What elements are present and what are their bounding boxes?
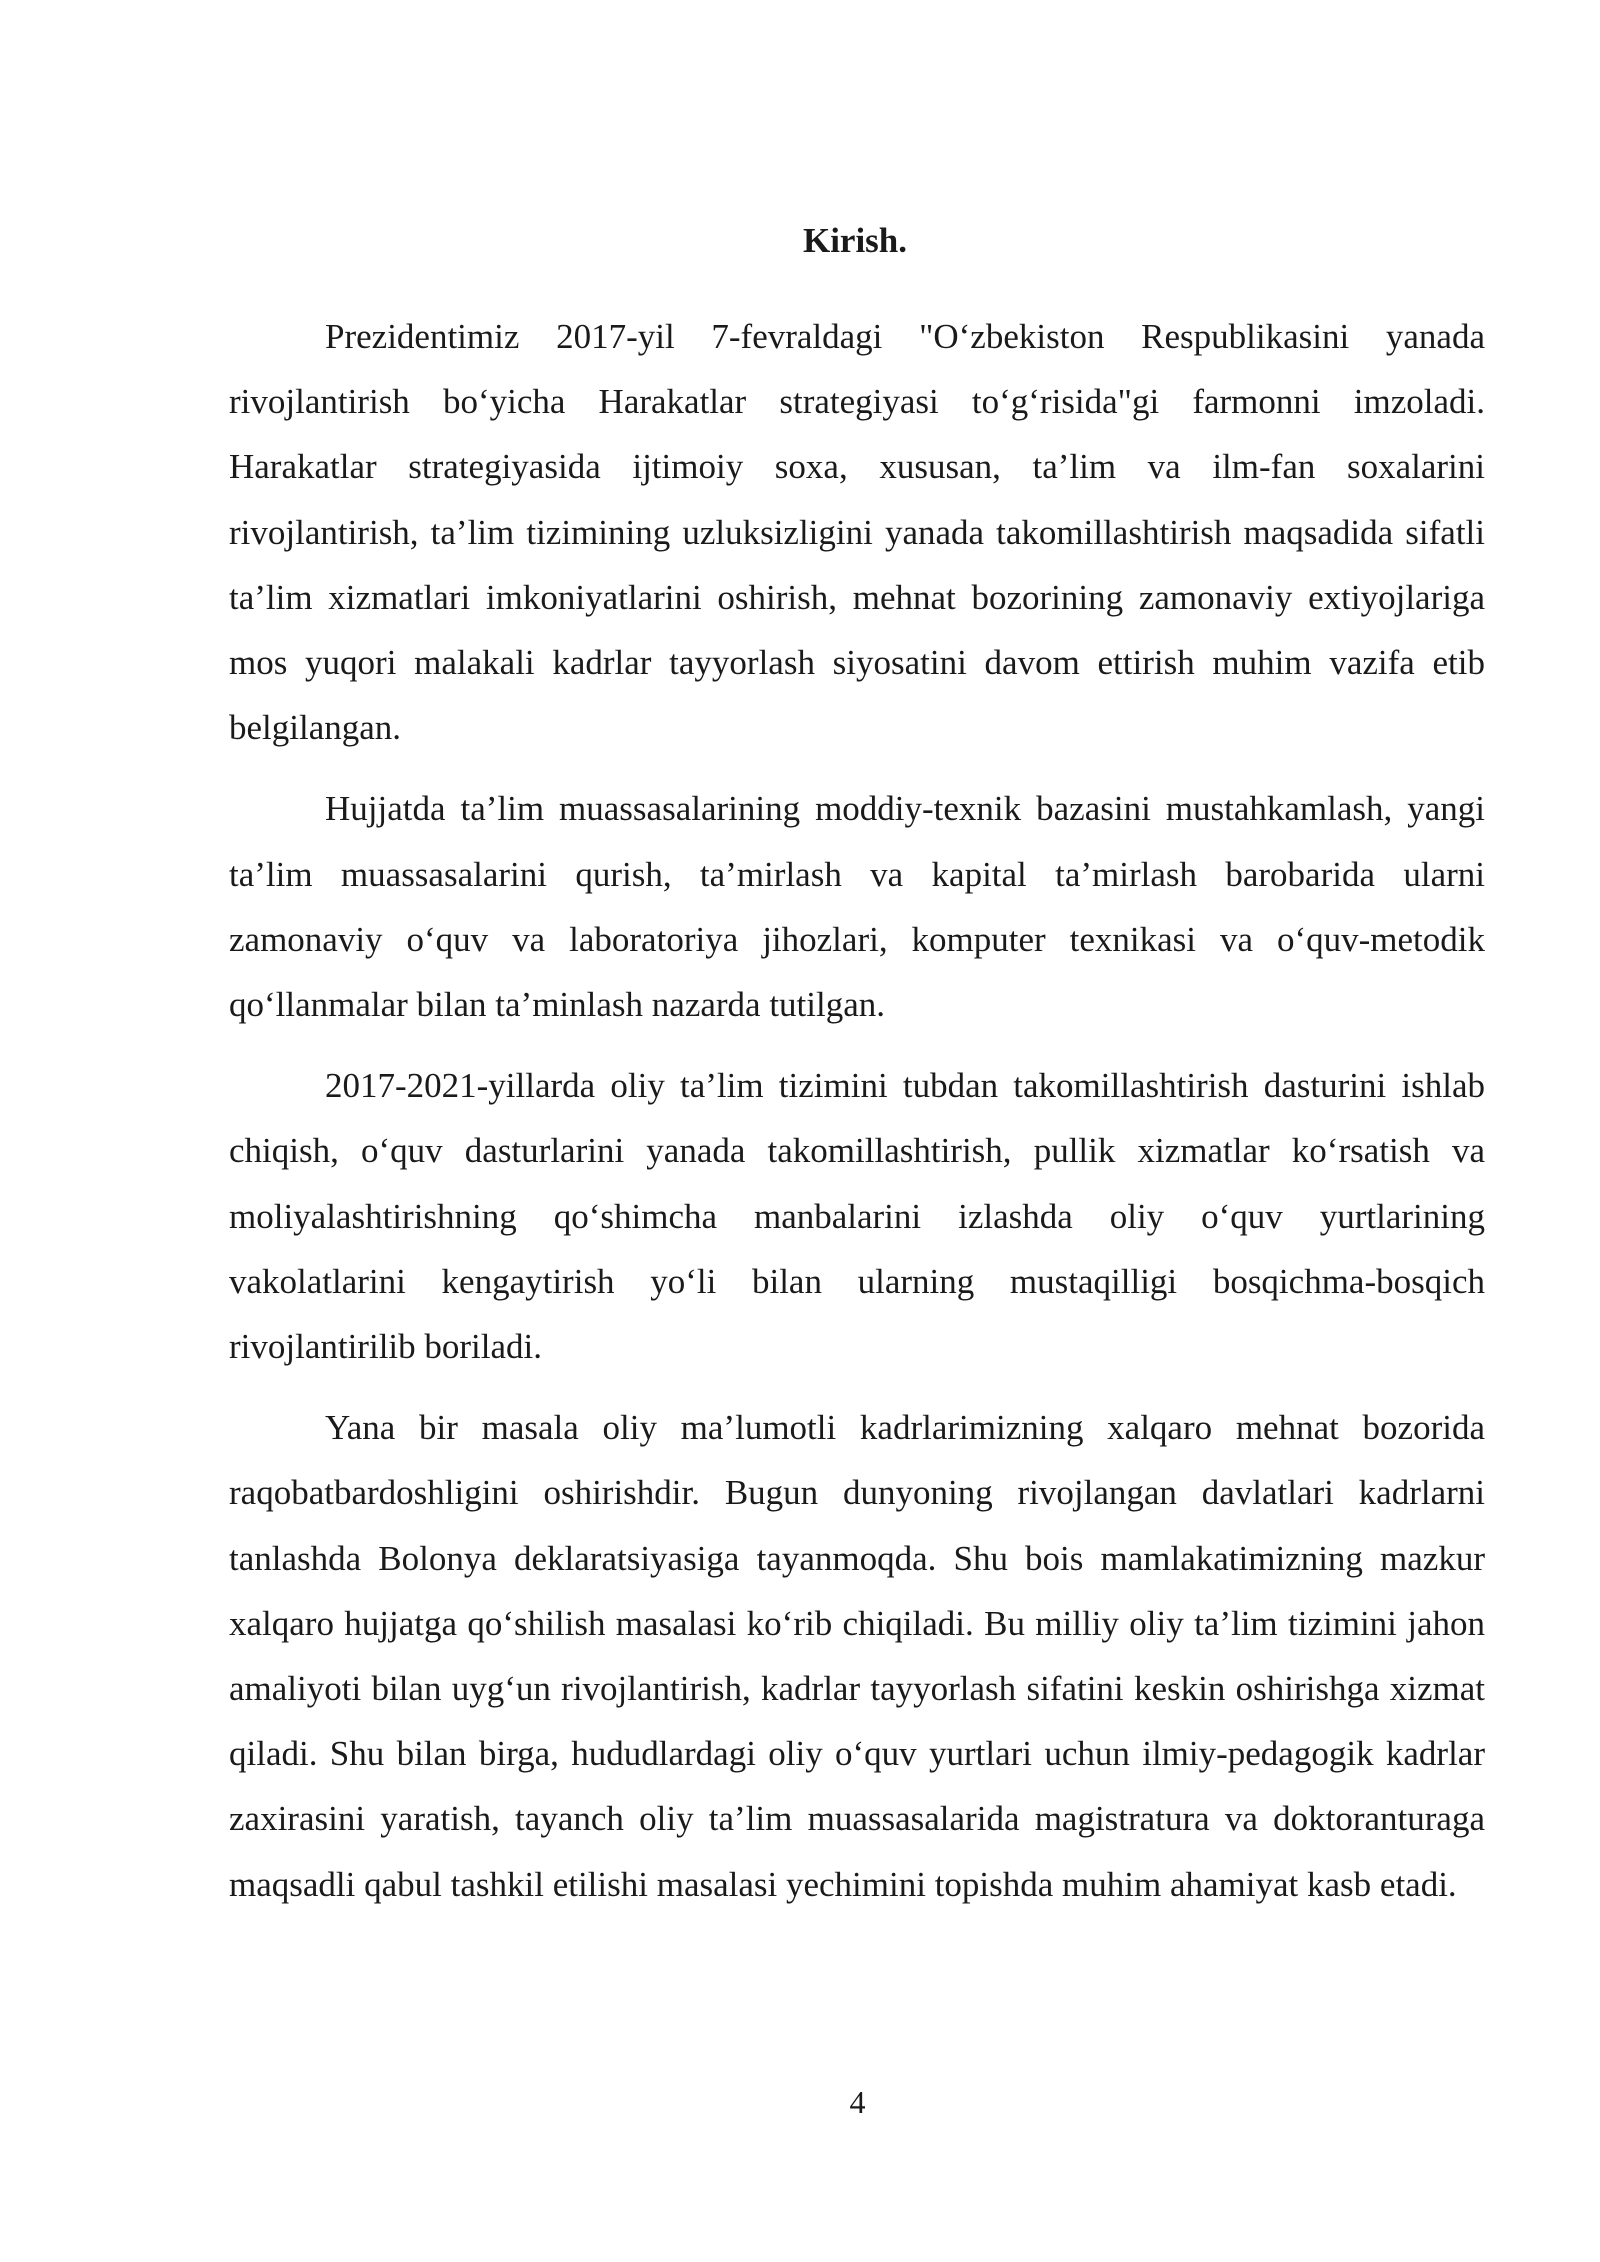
body-text — [229, 304, 1485, 1933]
paragraph-2: Hujjatda ta’lim muassasalarining moddiy-texnik bazasini mustahkamlash, yangi ta’lim muassasalarini qurish, ta’mirlash va kapital ta’mirlash barobarida ularni zamonaviy o‘quv va laboratoriya jihozlari, komputer texnikasi va o‘quv-metodik qo‘llanmalar bilan ta’minlash nazarda tutilgan. — [229, 789, 1485, 1025]
paragraph-3: 2017-2021-yillarda oliy ta’lim tizimini tubdan takomillashtirish dasturini ishlab chiqish, o‘quv dasturlarini yanada takomillashtirish, pullik xizmatlar ko‘rsatish va moliyalashtirishning qo‘shimcha manbalarini izlashda oliy o‘quv yurtlarining vakolatlarini kengaytirish yo‘li bilan ularning mustaqilligi bosqichma-bosqich rivojlantirilib boriladi. — [229, 1066, 1485, 1367]
paragraph-4: Yana bir masala oliy ma’lumotli kadrlarimizning xalqaro mehnat bozorida raqobatbardoshligini oshirishdir. Bugun dunyoning rivojlangan davlatlari kadrlarni tanlashda Bolonya deklaratsiyasiga tayanmoqda. Shu bois mamlakatimizning mazkur xalqaro hujjatga qo‘shilish masalasi ko‘rib chiqiladi. Bu milliy oliy ta’lim tizimini jahon amaliyoti bilan uyg‘un rivojlantirish, kadrlar tayyorlash sifatini keskin oshirishga xizmat qiladi. Shu bilan birga, hududlardagi oliy o‘quv yurtlari uchun ilmiy-pedagogik kadrlar zaxirasini yaratish, tayanch oliy ta’lim muassasalarida magistratura va doktoranturaga maqsadli qabul tashkil etilishi masalasi yechimini topishda muhim ahamiyat kasb etadi. — [229, 1408, 1485, 1904]
paragraph-1: Prezidentimiz 2017-yil 7-fevraldagi "O‘zbekiston Respublikasini yanada rivojlantirish bo‘yicha Harakatlar strategiyasi to‘g‘risida"gi farmonni imzoladi. Harakatlar strategiyasida ijtimoiy soxa, xususan, ta’lim va ilm-fan soxalarini rivojlantirish, ta’lim tizimining uzluksizligini yanada takomillashtirish maqsadida sifatli ta’lim xizmatlari imkoniyatlarini oshirish, mehnat bozorining zamonaviy extiyojlariga mos yuqori malakali kadrlar tayyorlash siyosatini davom ettirish muhim vazifa etib belgilangan. — [229, 317, 1485, 748]
page-number: 4 — [849, 2084, 866, 2120]
section-heading: Kirish. — [802, 221, 908, 260]
